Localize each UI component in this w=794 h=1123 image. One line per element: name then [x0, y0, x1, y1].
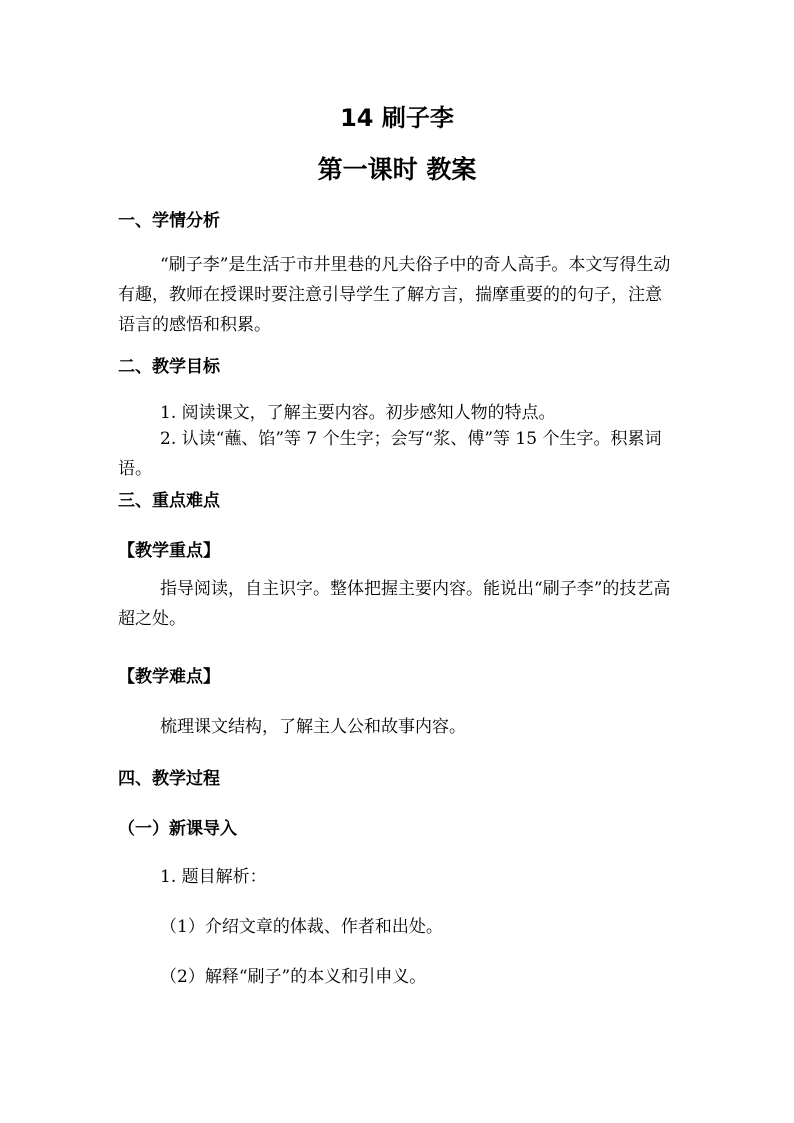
- goal-item-2: 2. 认读“蘸、馅”等 7 个生字；会写“浆、傅”等 15 个生字。积累词语。: [118, 429, 662, 479]
- section-heading-key-points: 三、重点难点: [118, 491, 220, 511]
- difficulty-label: 【教学难点】: [118, 667, 220, 687]
- difficulty-text: 梳理课文结构，了解主人公和故事内容。: [160, 717, 466, 737]
- step-1-a: （1）介绍文章的体裁、作者和出处。: [160, 917, 443, 937]
- goal-item-1: 1. 阅读课文，了解主要内容。初步感知人物的特点。: [160, 403, 556, 423]
- section-heading-analysis: 一、学情分析: [118, 211, 220, 231]
- lesson-title: 14 刷子李: [340, 104, 454, 132]
- step-1-b: （2）解释“刷子”的本义和引申义。: [160, 967, 427, 987]
- section-heading-goals: 二、教学目标: [118, 357, 220, 377]
- step-1: 1. 题目解析：: [160, 867, 267, 887]
- focus-label: 【教学重点】: [118, 541, 220, 561]
- analysis-paragraph: “刷子李”是生活于市井里巷的凡夫俗子中的奇人高手。本文写得生动有趣，教师在授课时要注意引导学生了解方言，揣摩重要的的句子，注意语言的感悟和积累。: [118, 255, 671, 335]
- subsection-heading-intro: （一）新课导入: [118, 819, 237, 839]
- focus-text: 指导阅读，自主识字。整体把握主要内容。能说出“刷子李”的技艺高超之处。: [118, 579, 671, 629]
- section-heading-process: 四、教学过程: [118, 769, 220, 789]
- lesson-subtitle: 第一课时 教案: [317, 155, 477, 184]
